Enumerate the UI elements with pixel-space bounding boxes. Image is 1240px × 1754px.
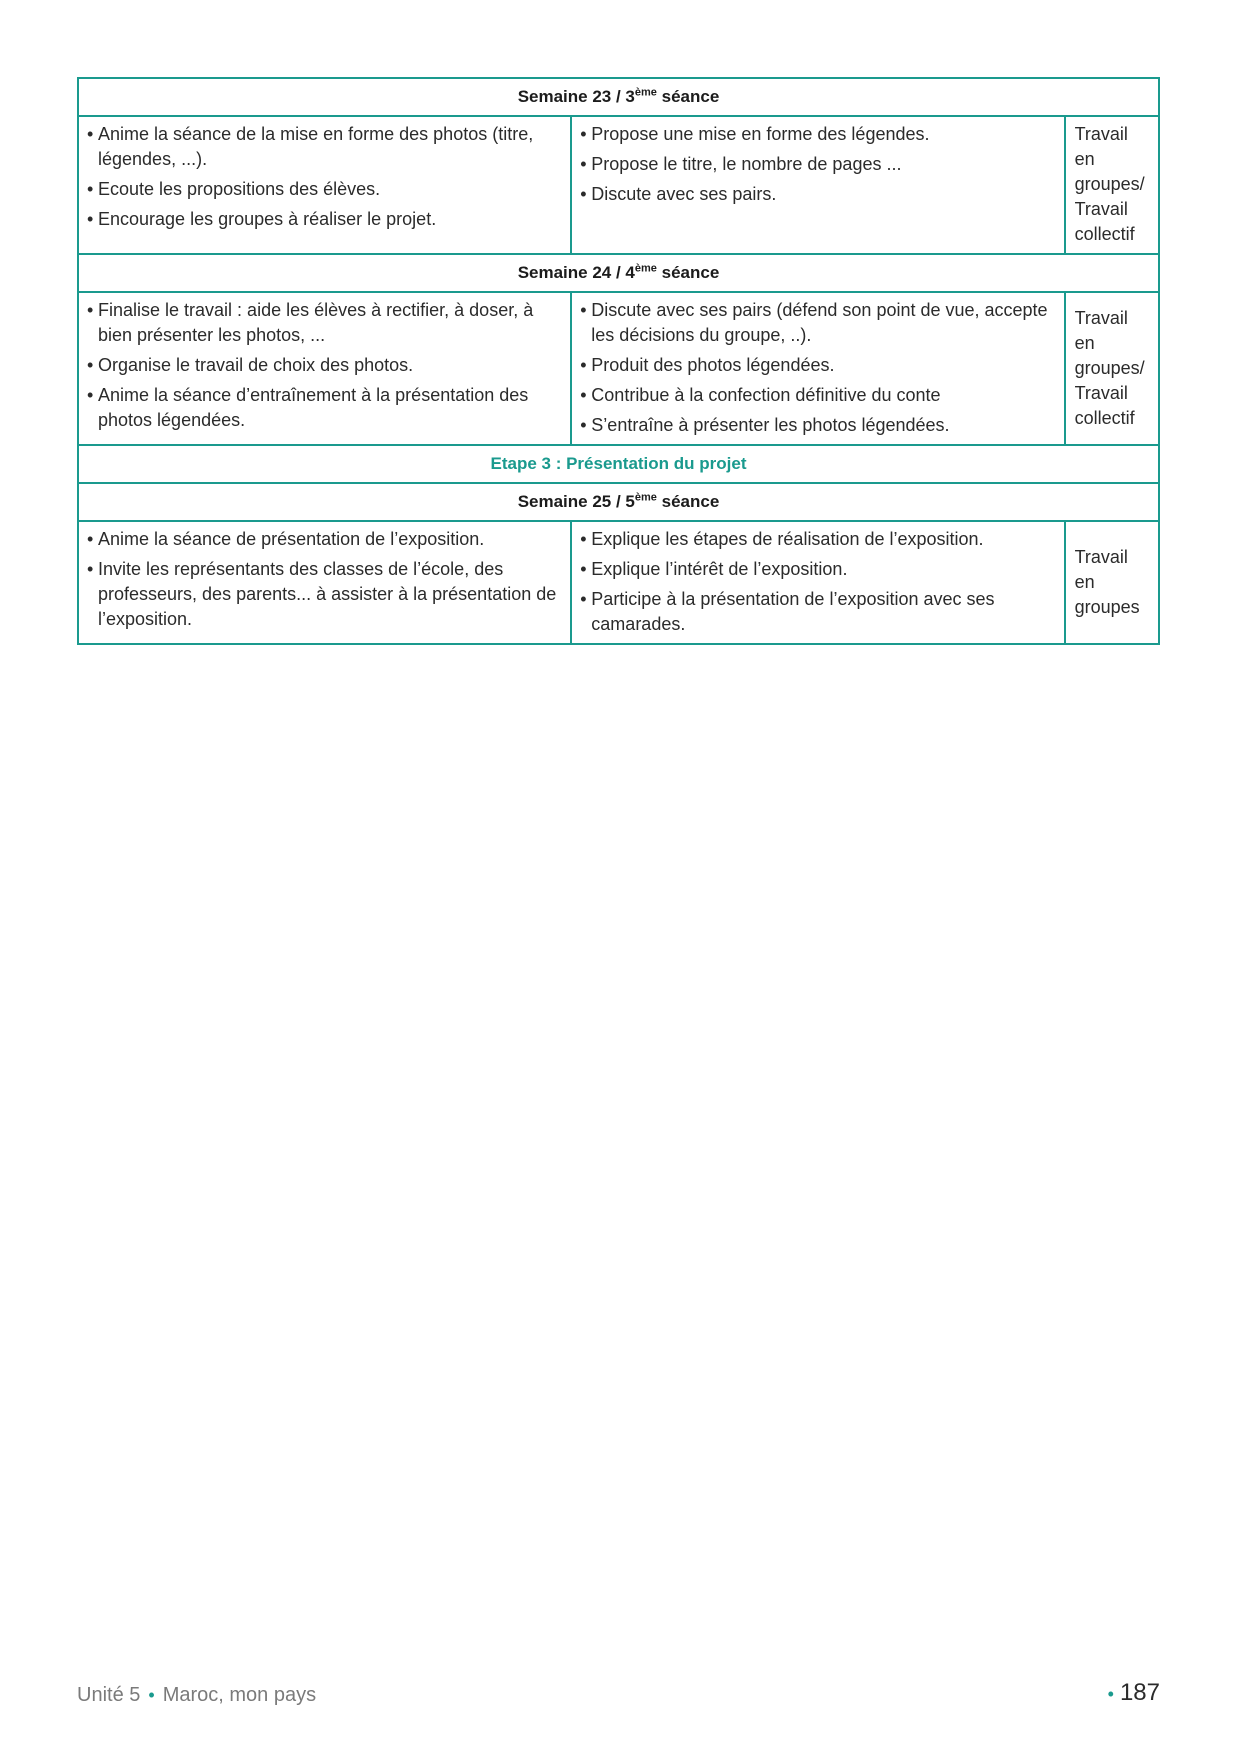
session-heading-sup: ème <box>634 86 657 99</box>
list-item <box>87 383 562 433</box>
session-heading-suffix: séance <box>656 87 720 106</box>
bullet-icon: • <box>580 124 587 144</box>
student-activities-cell <box>571 521 1064 644</box>
teacher-activity-text: Organise le travail de choix des photos. <box>98 355 414 375</box>
session-heading-suffix: séance <box>656 492 720 511</box>
work-mode-cell <box>1065 292 1159 445</box>
teacher-activity-text: Anime la séance de présentation de l’exposition. <box>98 529 485 549</box>
session-content-row <box>78 116 1159 254</box>
work-mode-line: Travail <box>1074 382 1128 403</box>
student-activities-list <box>580 298 1055 438</box>
bullet-icon: • <box>580 415 587 435</box>
bullet-icon: • <box>580 529 587 549</box>
session-heading-row <box>78 78 1159 116</box>
list-item <box>87 557 562 632</box>
bullet-icon: • <box>580 385 587 405</box>
list-item <box>580 122 1055 147</box>
work-mode-line: collectif <box>1074 224 1135 244</box>
student-activities-list <box>580 527 1055 637</box>
session-heading-row <box>78 483 1159 521</box>
bullet-icon: • <box>87 559 94 579</box>
session-heading <box>78 483 1159 521</box>
list-item <box>87 298 562 348</box>
student-activity-text: Explique l’intérêt de l’exposition. <box>591 559 848 579</box>
page-number-value: 187 <box>1119 1679 1160 1706</box>
session-heading-prefix: Semaine 24 / 4 <box>517 263 635 282</box>
student-activities-list <box>580 122 1055 207</box>
work-mode-line: groupes/ <box>1074 357 1145 378</box>
footer-separator: • <box>148 1685 155 1705</box>
student-activities-cell <box>571 116 1064 254</box>
student-activity-text: Propose le titre, le nombre de pages ... <box>591 154 902 174</box>
list-item <box>87 527 562 552</box>
bullet-icon: • <box>87 355 94 375</box>
student-activity-text: Contribue à la confection définitive du conte <box>591 385 941 405</box>
work-mode-line: collectif <box>1074 407 1135 428</box>
teacher-activities-list <box>87 122 562 232</box>
list-item <box>87 353 562 378</box>
lesson-plan-body <box>78 78 1159 644</box>
list-item <box>87 177 562 202</box>
list-item <box>580 527 1055 552</box>
work-mode-line: Travail en <box>1074 307 1128 353</box>
bullet-icon: • <box>87 385 94 405</box>
teacher-activities-cell <box>78 521 571 644</box>
teacher-activity-text: Invite les représentants des classes de l’école, des professeurs, des parents... à assister à la présentation de l’exposition. <box>98 559 557 629</box>
stage-row <box>78 445 1159 483</box>
teacher-activity-text: Finalise le travail : aide les élèves à rectifier, à doser, à bien présenter les photos, ... <box>98 300 534 345</box>
session-heading <box>78 254 1159 292</box>
work-mode-cell <box>1065 521 1159 644</box>
bullet-icon: • <box>580 184 587 204</box>
lesson-plan-table <box>77 77 1160 645</box>
work-mode-cell <box>1065 116 1159 254</box>
list-item <box>580 413 1055 438</box>
teacher-activity-text: Anime la séance d’entraînement à la présentation des photos légendées. <box>98 385 529 430</box>
bullet-icon: • <box>580 559 587 579</box>
bullet-icon: • <box>580 355 587 375</box>
session-heading-suffix: séance <box>656 263 720 282</box>
teacher-activities-cell <box>78 116 571 254</box>
bullet-icon: • <box>580 589 587 609</box>
footer-unit-title: Maroc, mon pays <box>162 1684 317 1706</box>
session-content-row <box>78 292 1159 445</box>
session-heading-prefix: Semaine 23 / 3 <box>517 87 635 106</box>
student-activity-text: Propose une mise en forme des légendes. <box>591 124 930 144</box>
session-content-row <box>78 521 1159 644</box>
teacher-activity-text: Anime la séance de la mise en forme des photos (titre, légendes, ...). <box>98 124 534 169</box>
work-mode-line: Travail en <box>1074 546 1128 592</box>
teacher-activities-cell <box>78 292 571 445</box>
student-activity-text: Discute avec ses pairs (défend son point de vue, accepte les décisions du groupe, ..). <box>591 300 1048 345</box>
student-activity-text: Participe à la présentation de l’exposition avec ses camarades. <box>591 589 995 634</box>
student-activity-text: Explique les étapes de réalisation de l’exposition. <box>591 529 984 549</box>
session-heading-sup: ème <box>634 262 657 275</box>
list-item <box>87 122 562 172</box>
bullet-icon: • <box>87 179 94 199</box>
list-item <box>580 298 1055 348</box>
work-mode-line: groupes/ <box>1074 174 1145 194</box>
bullet-icon: • <box>87 124 94 144</box>
session-heading-sup: ème <box>634 491 657 504</box>
teacher-activity-text: Encourage les groupes à réaliser le projet. <box>98 209 437 229</box>
bullet-icon: • <box>87 209 94 229</box>
list-item <box>580 587 1055 637</box>
bullet-icon: • <box>580 300 587 320</box>
student-activity-text: Produit des photos légendées. <box>591 355 835 375</box>
footer-unit <box>77 1684 316 1707</box>
student-activity-text: Discute avec ses pairs. <box>591 184 777 204</box>
work-mode-line: Travail <box>1074 199 1128 219</box>
list-item <box>580 557 1055 582</box>
list-item <box>87 207 562 232</box>
stage-heading: Etape 3 : Présentation du projet <box>78 445 1159 483</box>
teacher-activities-list <box>87 527 562 632</box>
list-item <box>580 182 1055 207</box>
student-activities-cell <box>571 292 1064 445</box>
footer-unit-label: Unité 5 <box>77 1684 141 1706</box>
session-heading <box>78 78 1159 116</box>
page-number <box>1108 1679 1160 1707</box>
page-number-separator: • <box>1107 1684 1114 1704</box>
teacher-activities-list <box>87 298 562 433</box>
bullet-icon: • <box>87 300 94 320</box>
teacher-activity-text: Ecoute les propositions des élèves. <box>98 179 381 199</box>
student-activity-text: S’entraîne à présenter les photos légendées. <box>591 415 950 435</box>
list-item <box>580 353 1055 378</box>
list-item <box>580 383 1055 408</box>
bullet-icon: • <box>580 154 587 174</box>
list-item <box>580 152 1055 177</box>
work-mode-line: groupes <box>1074 596 1140 617</box>
session-heading-row <box>78 254 1159 292</box>
bullet-icon: • <box>87 529 94 549</box>
session-heading-prefix: Semaine 25 / 5 <box>517 492 635 511</box>
work-mode-line: Travail en <box>1074 124 1128 169</box>
